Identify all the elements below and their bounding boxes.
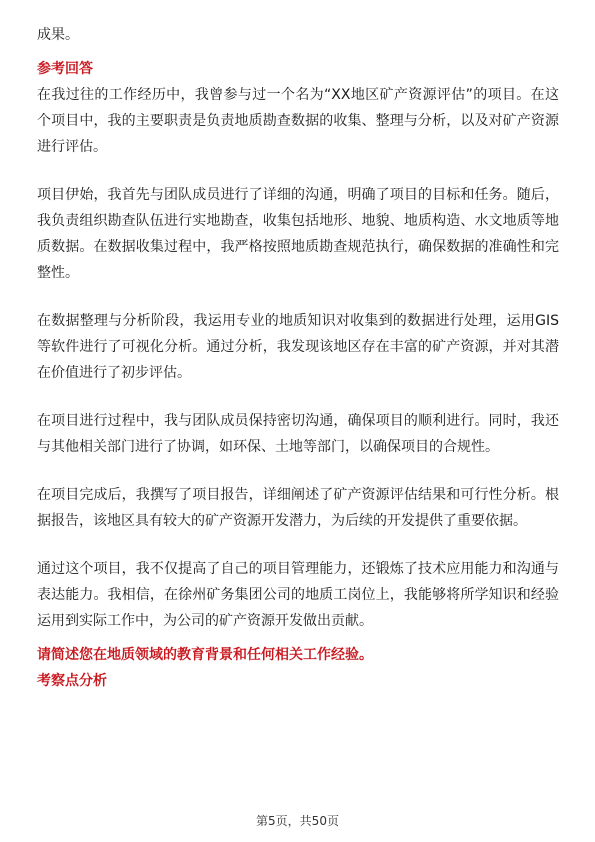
document-content: [37, 22, 559, 694]
answer-paragraph-4: 在项目进行过程中，我与团队成员保持密切沟通，确保项目的顺利进行。同时，我还与其他相关部门进行了协调，如环保、土地等部门，以确保项目的合规性。: [37, 413, 559, 455]
answer-paragraph-6: 通过这个项目，我不仅提高了自己的项目管理能力，还锻炼了技术应用能力和沟通与表达能力。我相信，在徐州矿务集团公司的地质工岗位上，我能够将所学知识和经验运用到实际工作中，为公司的矿产资源开发做出贡献。: [37, 561, 559, 629]
analysis-heading: 考察点分析: [37, 673, 107, 689]
answer-paragraph-2: 项目伊始，我首先与团队成员进行了详细的沟通，明确了项目的目标和任务。随后，我负责组织勘查队伍进行实地勘查，收集包括地形、地貌、地质构造、水文地质等地质数据。在数据收集过程中，我严格按照地质勘查规范执行，确保数据的准确性和完整性。: [37, 187, 559, 281]
lead-fragment: 成果。: [37, 27, 79, 43]
answer-paragraph-5: 在项目完成后，我撰写了项目报告，详细阐述了矿产资源评估结果和可行性分析。根据报告，该地区具有较大的矿产资源开发潜力，为后续的开发提供了重要依据。: [37, 487, 559, 529]
answer-paragraph-3: 在数据整理与分析阶段，我运用专业的地质知识对收集到的数据进行处理，运用GIS等软件进行了可视化分析。通过分析，我发现该地区存在丰富的矿产资源，并对其潜在价值进行了初步评估。: [37, 313, 559, 381]
next-question: 请简述您在地质领域的教育背景和任何相关工作经验。: [37, 647, 373, 663]
answer-paragraph-1: 在我过往的工作经历中，我曾参与过一个名为“XX地区矿产资源评估”的项目。在这个项目中，我的主要职责是负责地质勘查数据的收集、整理与分析，以及对矿产资源进行评估。: [37, 87, 559, 155]
page-number: 第5页，共50页: [256, 814, 339, 828]
answer-heading: 参考回答: [37, 61, 93, 77]
